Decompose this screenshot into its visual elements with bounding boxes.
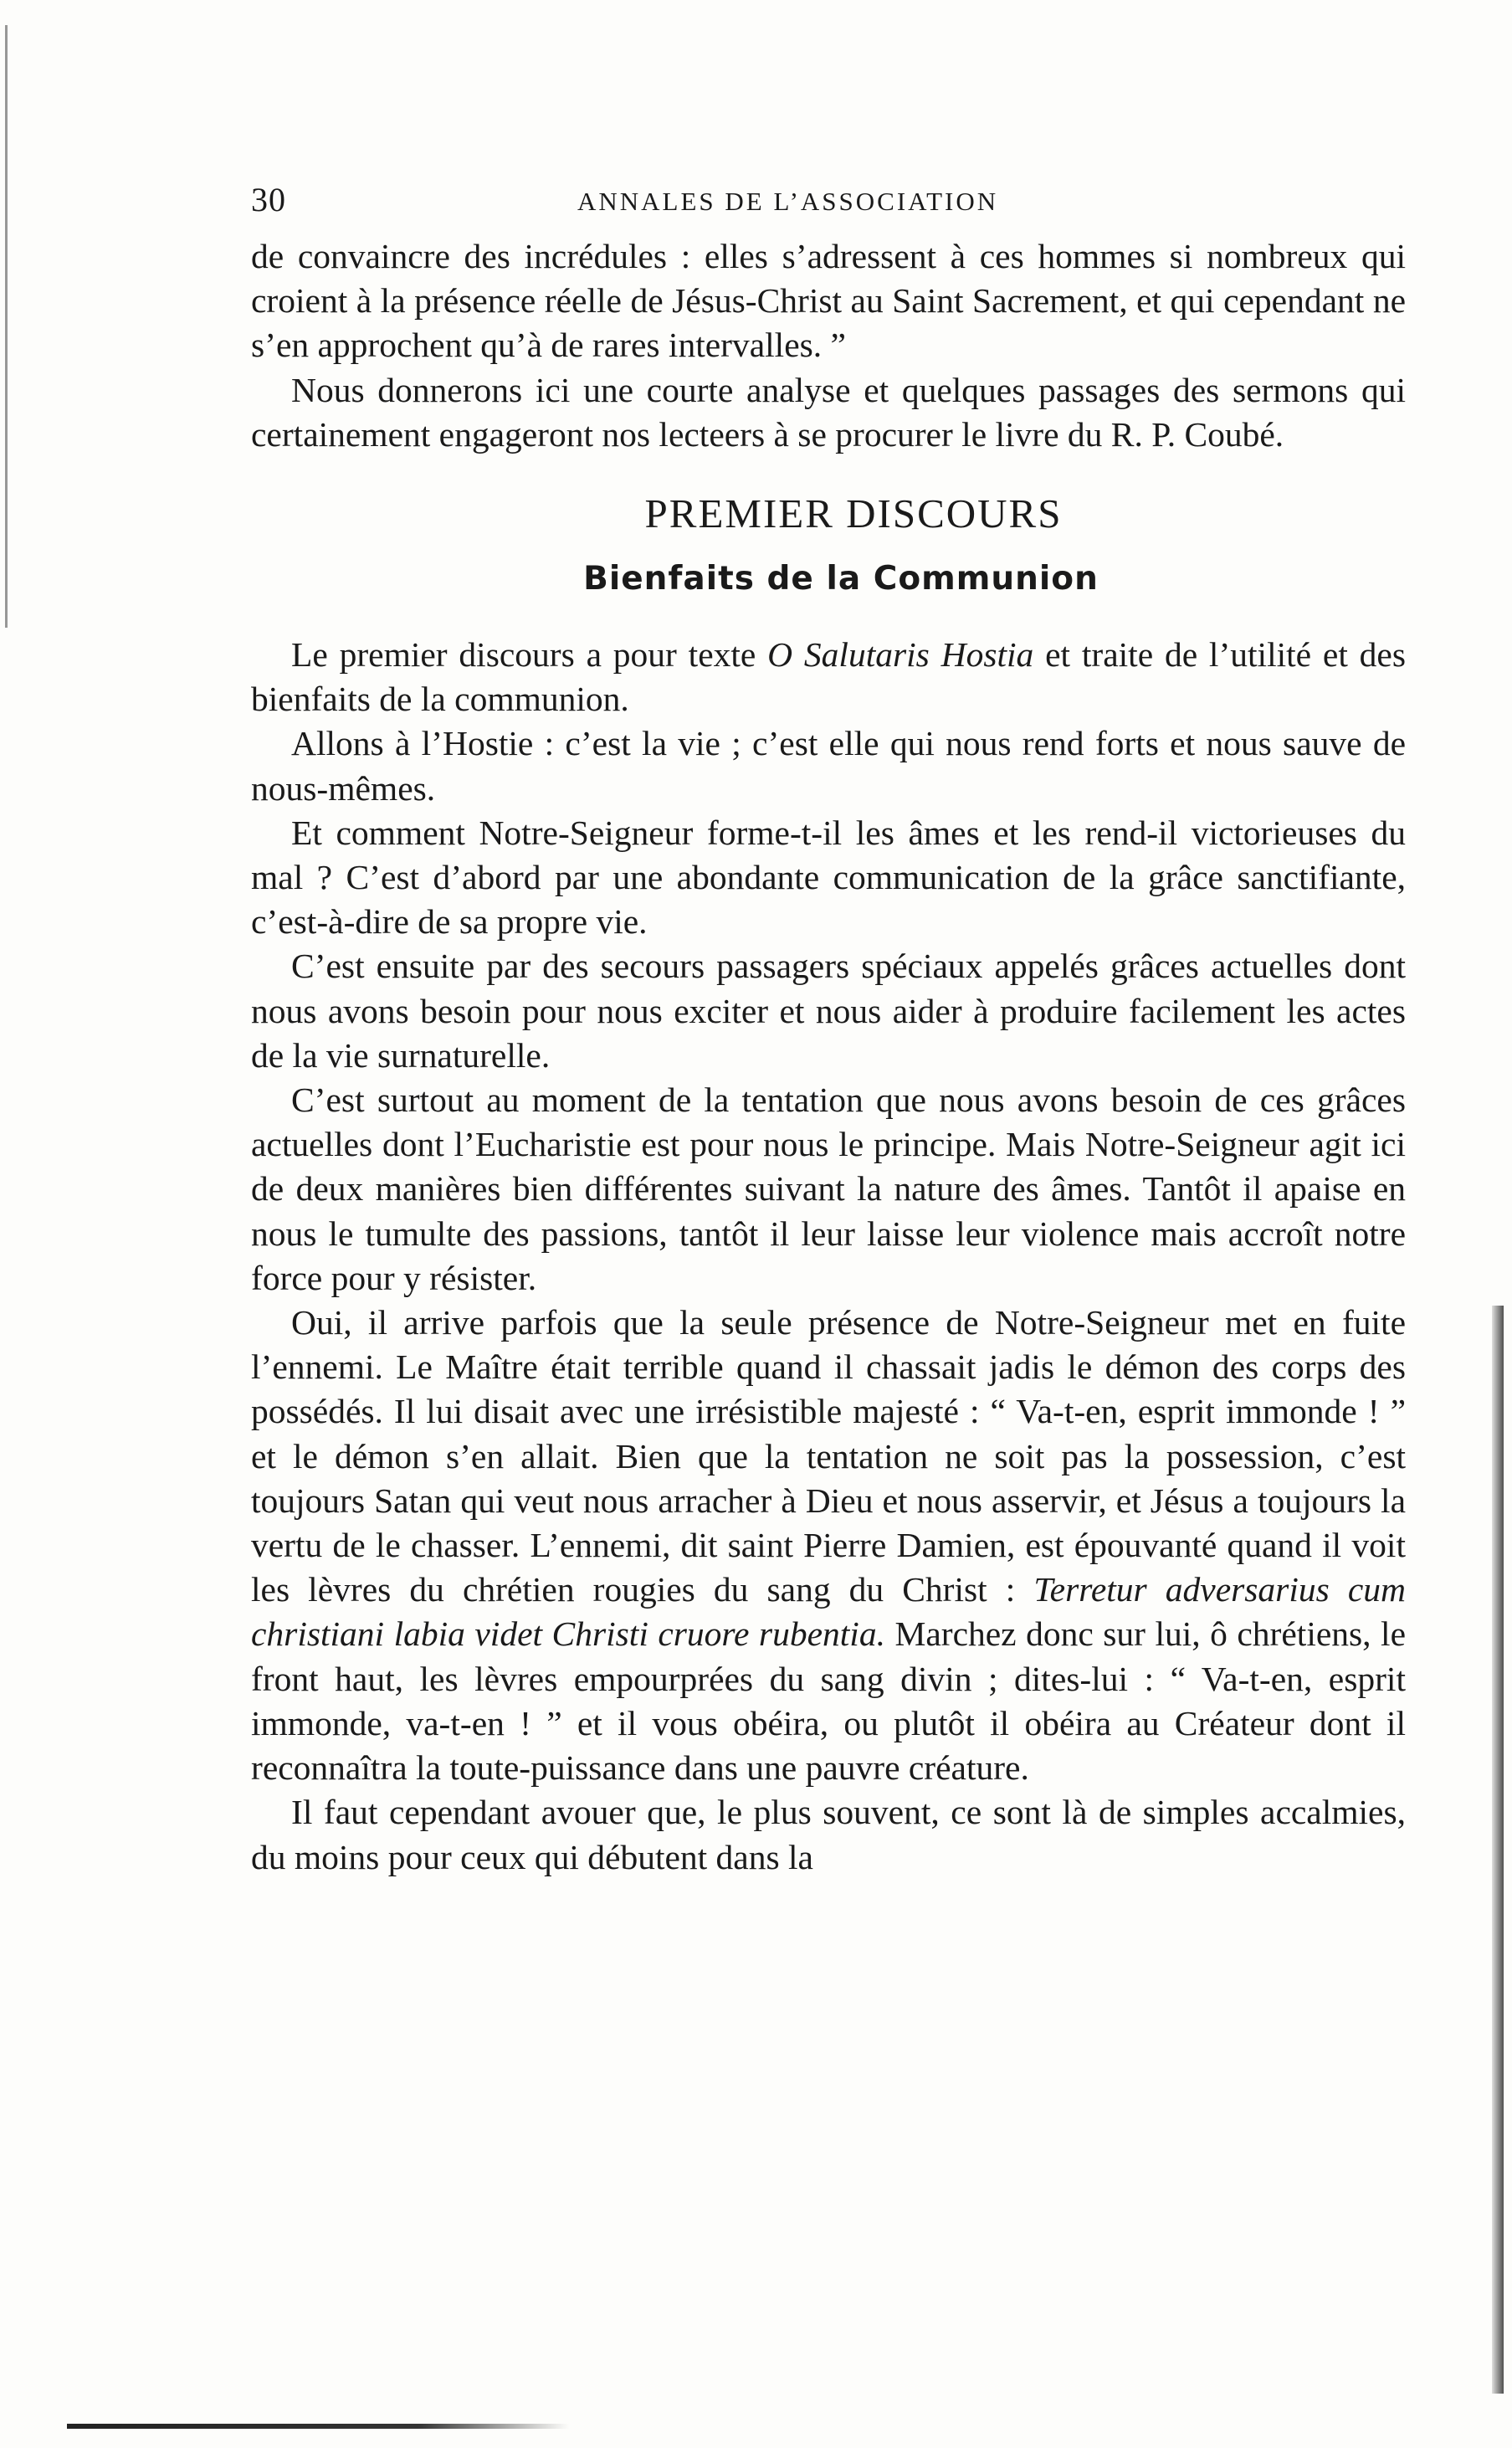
paragraph: C’est surtout au moment de la tentation que nous avons besoin de ces grâces actuelles dont l’Eucharistie est pour nous le principe. Mais Notre-Seigneur agit ici de deux manières bien différentes suivant la nature des âmes. Tantôt il apaise en nous le tumulte des passions, tantôt il leur laisse leur violence mais accroît notre force pour y résister. xyxy=(251,1080,1406,1297)
scan-right-edge xyxy=(1492,1306,1504,2394)
page-header xyxy=(251,180,1406,223)
paragraph: Allons à l’Hostie : c’est la vie ; c’est elle qui nous rend forts et nous sauve de nous-mêmes. xyxy=(251,724,1406,808)
paragraph xyxy=(251,1301,1406,1790)
latin-quote: O Salutaris Hostia xyxy=(767,635,1034,675)
paragraph: de convaincre des incrédules : elles s’adressent à ces hommes si nombreux qui croient à la présence réelle de Jésus-Christ au Saint Sacrement, et qui cependant ne s’en approchent qu’à de rares intervalles. ” xyxy=(251,237,1406,365)
section-subtitle: Bienfaits de la Communion xyxy=(583,560,1099,598)
running-head: ANNALES DE L’ASSOCIATION xyxy=(577,187,999,216)
text-run: et traite de l’utilité et des bienfaits de la communion. xyxy=(251,635,1406,719)
scan-left-edge xyxy=(5,25,16,628)
scan-bottom-rule xyxy=(67,2424,569,2429)
paragraph: Et comment Notre-Seigneur forme-t-il les âmes et les rend-il victorieuses du mal ? C’est d’abord par une abondante communication de la grâce sanctifiante, c’est-à-dire de sa propre vie. xyxy=(251,813,1406,942)
section-title: PREMIER DISCOURS xyxy=(644,490,1063,537)
paragraph: C’est ensuite par des secours passagers spéciaux appelés grâces actuelles dont nous avons besoin pour nous exciter et nous aider à produire facilement les actes de la vie surnaturelle. xyxy=(251,947,1406,1075)
paragraph xyxy=(251,633,1406,721)
paragraph: Il faut cependant avouer que, le plus souvent, ce sont là de simples accalmies, du moins pour ceux qui débutent dans la xyxy=(251,1793,1406,1876)
page-number: 30 xyxy=(251,181,286,218)
text-run: Oui, il arrive parfois que la seule présence de Notre-Seigneur met en fuite l’ennemi. Le Maître était terrible quand il chassait jadis le démon des corps des possédés. Il lui disait avec une irrésistible majesté : “ Va-t-en, esprit immonde ! ” et le démon s’en allait. Bien que la tentation ne soit pas la possession, c’est toujours Satan qui veut nous arracher à Dieu et nous asservir, et Jésus a toujours la vertu de le chasser. L’ennemi, dit saint Pierre Damien, est épouvanté quand il voit les lèvres du chrétien rougies du sang du Christ : xyxy=(251,1303,1406,1609)
text-run: Marchez donc sur lui, ô chrétiens, le front haut, les lèvres empourprées du sang divin ; dites-lui : “ Va-t-en, esprit immonde, va-t-en ! ” et il vous obéira, ou plutôt il obéira au Créateur dont il reconnaîtra la toute-puissance dans une pauvre créature. xyxy=(251,1614,1406,1788)
latin-quote: Terretur adversarius cum christiani labia videt Christi cruore rubentia. xyxy=(251,1570,1406,1654)
paragraph: Nous donnerons ici une courte analyse et quelques passages des sermons qui certainement engageront nos lecteers à se procurer le livre du R. P. Coubé. xyxy=(251,370,1406,454)
text-run: Le premier discours a pour texte xyxy=(291,635,768,675)
body-text xyxy=(251,234,1406,1880)
